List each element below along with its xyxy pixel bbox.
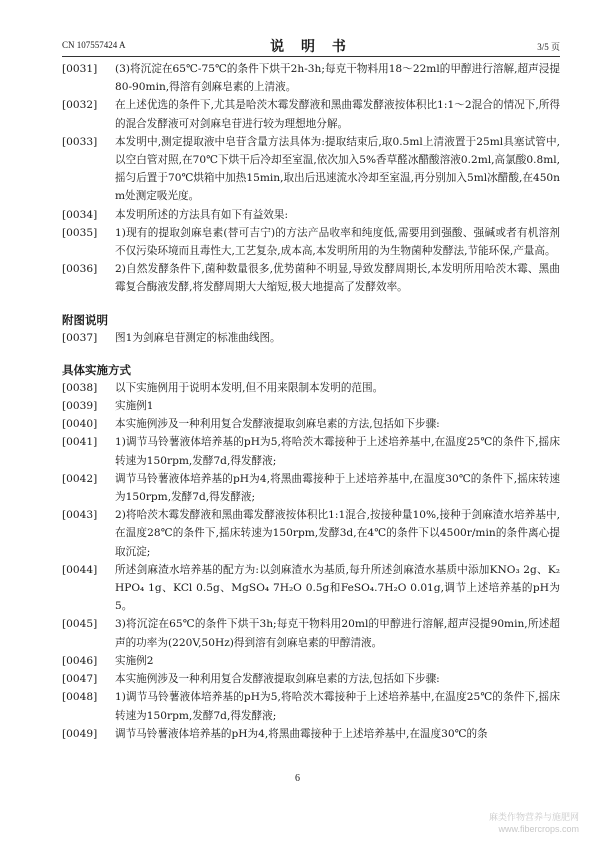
section-heading: 具体实施方式 [62, 362, 131, 377]
paragraph-text: (3)将沉淀在65℃-75℃的条件下烘干2h-3h;每克干物料用18～22ml的甲醇进行溶解,超声浸提80-90min,得溶有剑麻皂素的上清液。 [115, 63, 560, 94]
paragraph [62, 379, 560, 397]
paragraph [62, 224, 560, 260]
paragraph-text: 2)自然发酵条件下,菌种数量很多,优势菌种不明显,导致发酵周期长,本发明所用哈茨木霉、黑曲霉复合酶液发酵,将发酵周期大大缩短,极大地提高了发酵效率。 [115, 263, 560, 294]
document-body [62, 60, 560, 743]
paragraph-number: [0048] [62, 691, 98, 704]
paragraph-text: 1)调节马铃薯液体培养基的pH为5,将哈茨木霉接种于上述培养基中,在温度25℃的条件下,摇床转速为150rpm,发酵7d,得发酵液; [115, 691, 560, 722]
paragraph-text: 本实施例涉及一种利用复合发酵液提取剑麻皂素的方法,包括如下步骤: [115, 673, 440, 686]
paragraph-text: 1)调节马铃薯液体培养基的pH为5,将哈茨木霉接种于上述培养基中,在温度25℃的条件下,摇床转速为150rpm,发酵7d,得发酵液; [115, 436, 560, 467]
watermark [489, 813, 579, 835]
section-gap [62, 347, 560, 361]
paragraph-text: 本发明所述的方法具有如下有益效果: [115, 208, 289, 221]
paragraph [62, 506, 560, 561]
paragraph-number: [0036] [62, 263, 98, 276]
paragraph [62, 652, 560, 670]
paragraph-number: [0031] [62, 63, 98, 75]
paragraph-text: 图1为剑麻皂苷测定的标准曲线图。 [115, 331, 281, 344]
paragraph-number: [0032] [62, 99, 98, 112]
paragraph [62, 433, 560, 469]
paragraph-text: 实施例1 [115, 400, 154, 413]
paragraph [62, 329, 560, 347]
paragraph-number: [0042] [62, 472, 98, 485]
paragraph [62, 470, 560, 506]
paragraph [62, 206, 560, 224]
paragraph-number: [0037] [62, 331, 98, 344]
paragraph-text: 所述剑麻渣水培养基的配方为:以剑麻渣水为基质,每升所述剑麻渣水基质中添加KNO₃ 2g、K₂HPO₄ 1g、KCl 0.5g、MgSO₄ 7H₂O 0.5g和FeSO₄.7H₂O 0.01g,调节上述培养基的pH为5。 [115, 563, 560, 613]
paragraph-text: 实施例2 [115, 654, 154, 667]
paragraph-number: [0038] [62, 381, 98, 394]
paragraph [62, 133, 560, 206]
paragraph [62, 670, 560, 688]
paragraph [62, 96, 560, 132]
watermark-url: www.fibercrops.com [498, 824, 579, 834]
paragraph-number: [0041] [62, 436, 98, 449]
patent-number: CN 107557424 A [62, 40, 126, 50]
paragraph-number: [0040] [62, 418, 98, 431]
paragraph-text: 本发明中,测定提取液中皂苷含量方法具体为:提取结束后,取0.5ml上清液置于25ml具塞试管中,以空白管对照,在70℃下烘干后冷却至室温,依次加入5%香草醛冰醋酸溶液0.2ml,高氯酸0.8ml,摇匀后置于70℃烘箱中加热15min,取出后迅速流水冷却至室温,再分别加入5ml冰醋酸,在450nm处测定吸光度。 [115, 135, 560, 203]
section-heading: 附图说明 [62, 312, 108, 327]
page-header [62, 36, 560, 54]
paragraph-text: 3)将沉淀在65℃的条件下烘干3h;每克干物料用20ml的甲醇进行溶解,超声浸提90min,所述超声的功率为(220V,50Hz)得到溶有剑麻皂素的甲醇清液。 [115, 618, 560, 649]
paragraph-text: 调节马铃薯液体培养基的pH为4,将黑曲霉接种于上述培养基中,在温度30℃的条 [115, 727, 488, 740]
page-title: 说 明 书 [270, 39, 352, 55]
paragraph-text: 以下实施例用于说明本发明,但不用来限制本发明的范围。 [115, 381, 384, 394]
paragraph-number: [0043] [62, 509, 98, 522]
paragraph-number: [0035] [62, 226, 98, 239]
watermark-name: 麻类作物营养与施肥网 [488, 813, 579, 823]
paragraph-number: [0039] [62, 400, 98, 413]
paragraph [62, 615, 560, 651]
paragraph [62, 561, 560, 616]
paragraph-number: [0047] [62, 673, 98, 686]
paragraph [62, 415, 560, 433]
paragraph-number: [0034] [62, 208, 98, 221]
page-number: 6 [295, 773, 300, 784]
paragraph-number: [0045] [62, 618, 98, 631]
paragraph [62, 60, 560, 96]
paragraph-number: [0049] [62, 727, 98, 740]
paragraph [62, 688, 560, 724]
page-indicator: 3/5 页 [537, 42, 560, 52]
header-rule [62, 56, 560, 57]
paragraph-number: [0046] [62, 654, 98, 667]
paragraph-text: 2)将哈茨木霉发酵液和黑曲霉发酵液按体积比1:1混合,按接种量10%,接种于剑麻渣水培养基中,在温度28℃的条件下,摇床转速为150rpm,发酵3d,在4℃的条件下以4500r/min的条件离心提取沉淀; [115, 509, 560, 558]
section-gap [62, 297, 560, 311]
paragraph-text: 调节马铃薯液体培养基的pH为4,将黑曲霉接种于上述培养基中,在温度30℃的条件下,摇床转速为150rpm,发酵7d,得发酵液; [115, 472, 560, 504]
paragraph-text: 1)现有的提取剑麻皂素(替可吉宁)的方法产品收率和纯度低,需要用到强酸、强碱或者有机溶剂不仅污染环境而且毒性大,工艺复杂,成本高,本发明所用的为生物菌种发酵法,节能环保,产量高。 [115, 226, 560, 258]
paragraph [62, 725, 560, 743]
paragraph-number: [0044] [62, 563, 98, 576]
paragraph [62, 260, 560, 296]
paragraph-text: 本实施例涉及一种利用复合发酵液提取剑麻皂素的方法,包括如下步骤: [115, 418, 440, 431]
paragraph-number: [0033] [62, 135, 98, 148]
paragraph-text: 在上述优选的条件下,尤其是哈茨木霉发酵液和黑曲霉发酵液按体积比1:1～2混合的情况下,所得的混合发酵液可对剑麻皂苷进行较为理想地分解。 [115, 99, 560, 130]
paragraph [62, 397, 560, 415]
